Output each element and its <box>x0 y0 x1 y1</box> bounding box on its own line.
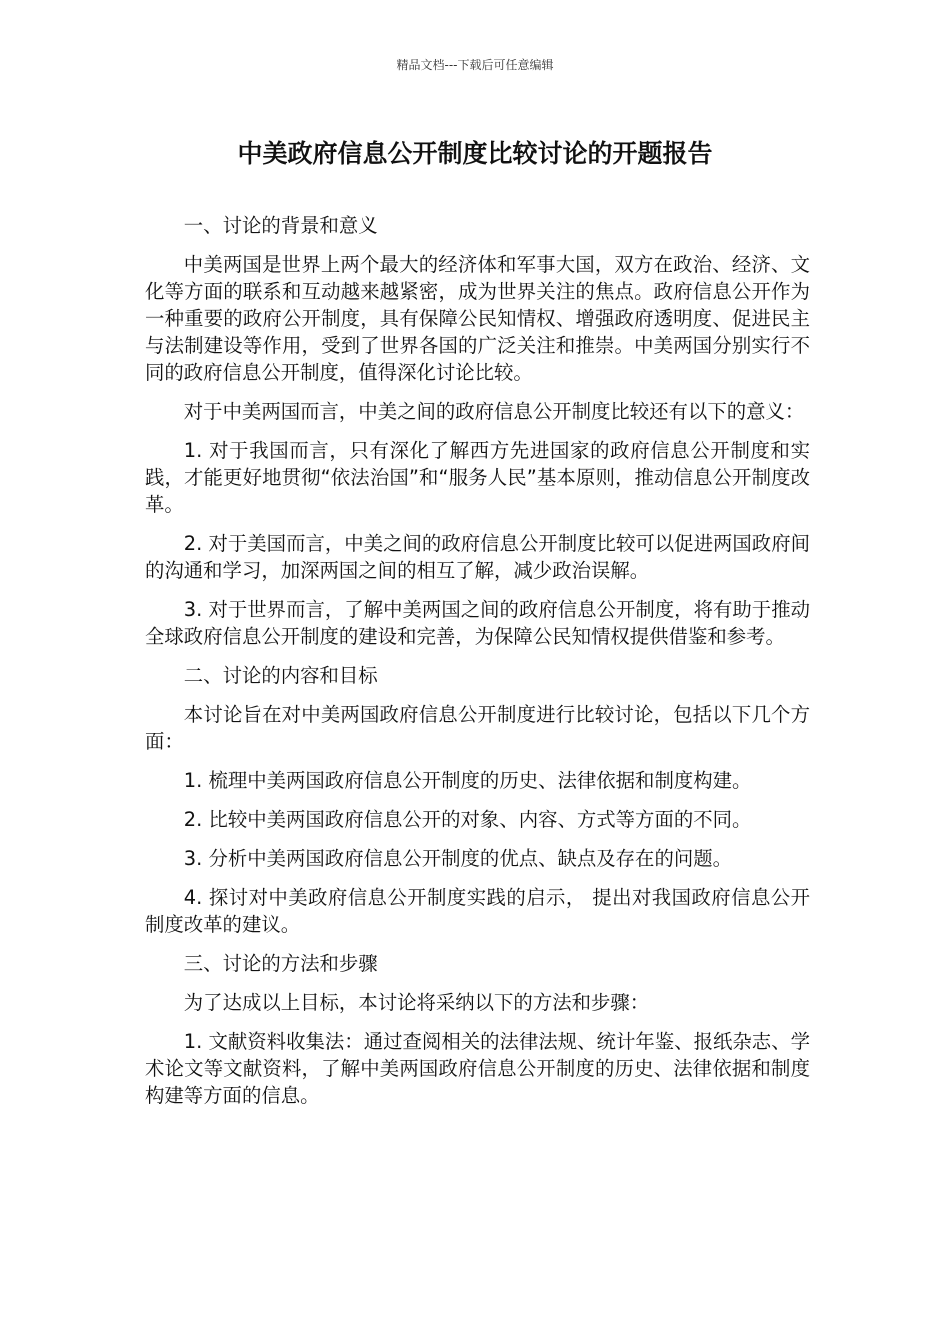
document-body <box>145 212 810 1121</box>
list-item: 3. 分析中美两国政府信息公开制度的优点、缺点及存在的问题。 <box>183 847 733 870</box>
header-note: 精品文档---下载后可任意编辑 <box>396 58 554 72</box>
section-heading-background: 一、讨论的背景和意义 <box>183 214 378 237</box>
paragraph: 中美两国是世界上两个最大的经济体和军事大国，双方在政治、经济、文化等方面的联系和互动越来越紧密，成为世界关注的焦点。政府信息公开作为一种重要的政府公开制度，具有保障公民知情权、增强政府透明度、促进民主与法制建设等作用，受到了世界各国的广泛关注和推崇。中美两国分别实行不同的政府信息公开制度，值得深化讨论比较。 <box>145 253 810 384</box>
paragraph: 为了达成以上目标，本讨论将采纳以下的方法和步骤： <box>183 991 650 1014</box>
section-heading-content: 二、讨论的内容和目标 <box>183 664 378 687</box>
section-heading-methods: 三、讨论的方法和步骤 <box>183 952 378 975</box>
paragraph: 本讨论旨在对中美两国政府信息公开制度进行比较讨论，包括以下几个方面： <box>145 703 810 753</box>
list-item: 1. 对于我国而言，只有深化了解西方先进国家的政府信息公开制度和实践，才能更好地贯彻“依法治国”和“服务人民”基本原则，推动信息公开制度改革。 <box>145 439 810 516</box>
list-item: 1. 梳理中美两国政府信息公开制度的历史、法律依据和制度构建。 <box>183 769 752 792</box>
document-title: 中美政府信息公开制度比较讨论的开题报告 <box>237 139 713 168</box>
list-item: 3. 对于世界而言，了解中美两国之间的政府信息公开制度，将有助于推动全球政府信息公开制度的建设和完善，为保障公民知情权提供借鉴和参考。 <box>145 598 810 648</box>
list-item: 1. 文献资料收集法：通过查阅相关的法律法规、统计年鉴、报纸杂志、学术论文等文献资料，了解中美两国政府信息公开制度的历史、法律依据和制度构建等方面的信息。 <box>145 1030 810 1107</box>
list-item: 2. 比较中美两国政府信息公开的对象、内容、方式等方面的不同。 <box>183 808 752 831</box>
paragraph: 对于中美两国而言，中美之间的政府信息公开制度比较还有以下的意义： <box>183 400 805 423</box>
list-item: 4. 探讨对中美政府信息公开制度实践的启示， 提出对我国政府信息公开制度改革的建议。 <box>145 886 810 936</box>
list-item: 2. 对于美国而言，中美之间的政府信息公开制度比较可以促进两国政府间的沟通和学习，加深两国之间的相互了解，减少政治误解。 <box>145 532 810 582</box>
